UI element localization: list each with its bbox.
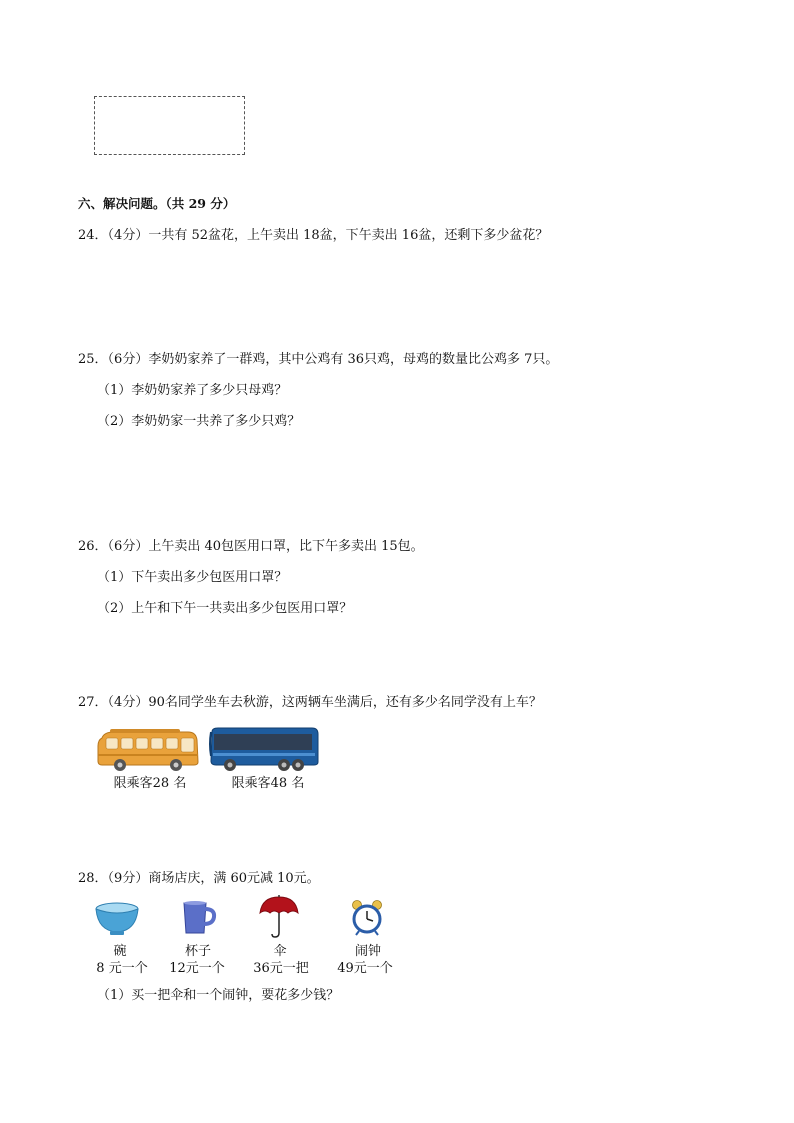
alarm-clock-icon xyxy=(350,899,384,937)
item-name-umbrella: 伞 xyxy=(273,944,287,959)
question-26-sub2: （2）上午和下午一共卖出多少包医用口罩？ xyxy=(97,601,353,616)
bus-1-caption: 限乘客28 名 xyxy=(113,776,187,791)
item-price-umbrella: 36元一把 xyxy=(253,961,309,976)
blue-bus-icon xyxy=(208,726,320,773)
answer-box xyxy=(94,96,245,155)
question-26-sub1: （1）下午卖出多少包医用口罩？ xyxy=(97,570,288,585)
question-25-sub2: （2）李奶奶家一共养了多少只鸡？ xyxy=(97,414,301,429)
bowl-icon xyxy=(94,901,140,937)
question-24: 24．（4分）一共有 52盆花，上午卖出 18盆，下午卖出 16盆，还剩下多少盆花？ xyxy=(78,228,549,243)
question-26: 26．（6分）上午卖出 40包医用口罩，比下午多卖出 15包。 xyxy=(78,539,424,554)
umbrella-icon xyxy=(258,895,300,939)
question-28: 28．（9分）商场店庆，满 60元减 10元。 xyxy=(78,871,320,886)
question-25-sub1: （1）李奶奶家养了多少只母鸡？ xyxy=(97,383,288,398)
item-price-bowl: 8 元一个 xyxy=(96,961,148,976)
item-price-cup: 12元一个 xyxy=(169,961,225,976)
item-name-bowl: 碗 xyxy=(113,944,127,959)
bus-2-caption: 限乘客48 名 xyxy=(231,776,305,791)
orange-bus-icon xyxy=(96,728,200,773)
item-price-alarm-clock: 49元一个 xyxy=(337,961,393,976)
question-25: 25．（6分）李奶奶家养了一群鸡，其中公鸡有 36只鸡，母鸡的数量比公鸡多 7只。 xyxy=(78,352,559,367)
question-28-sub1: （1）买一把伞和一个闹钟，要花多少钱？ xyxy=(97,988,340,1003)
item-name-cup: 杯子 xyxy=(184,944,211,959)
question-27: 27．（4分）90名同学坐车去秋游，这两辆车坐满后，还有多少名同学没有上车？ xyxy=(78,695,542,710)
section-title: 六、解决问题。（共 29 分） xyxy=(78,196,236,211)
item-name-alarm-clock: 闹钟 xyxy=(354,944,381,959)
cup-icon xyxy=(180,900,218,936)
